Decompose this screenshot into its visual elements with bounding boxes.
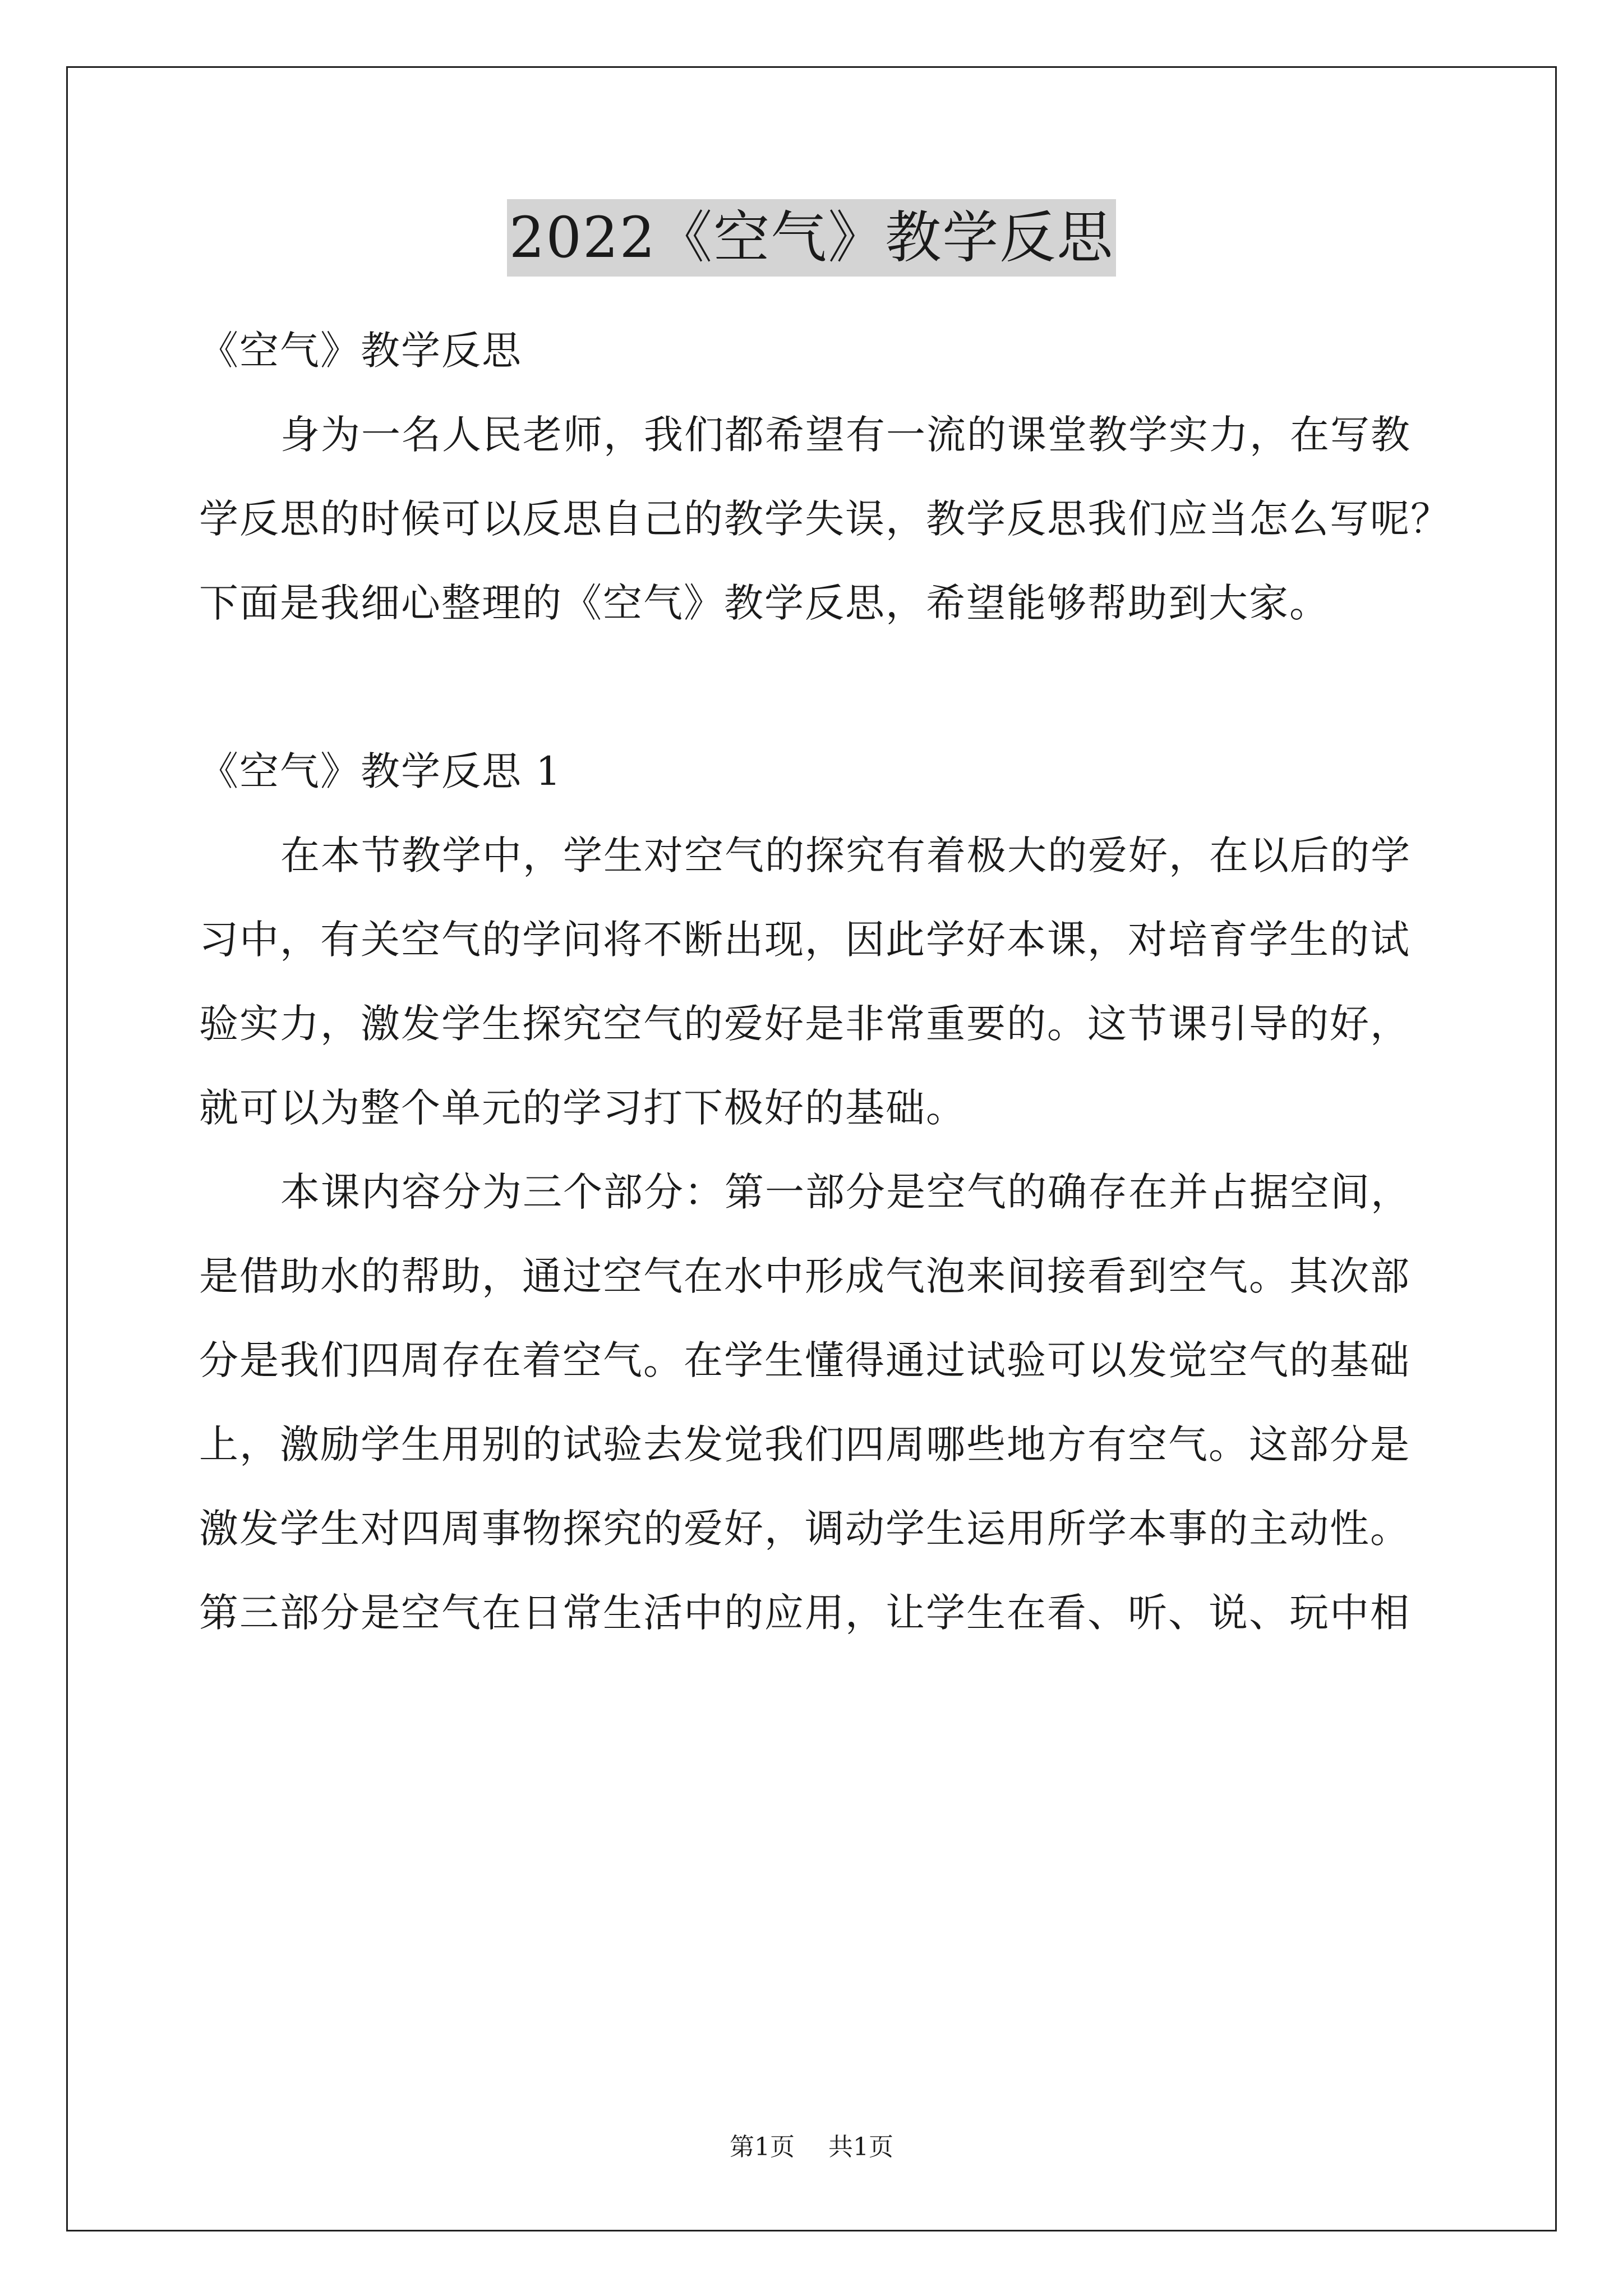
document-title: 2022《空气》教学反思 — [507, 199, 1117, 277]
paragraph-line: 验实力，激发学生探究空气的爱好是非常重要的。这节课引导的好， — [199, 1001, 1410, 1047]
section-heading: 《空气》教学反思 1 — [199, 748, 562, 794]
intro-line: 下面是我细心整理的《空气》教学反思，希望能够帮助到大家。 — [199, 580, 1330, 626]
paragraph-line: 在本节教学中，学生对空气的探究有着极大的爱好，在以后的学 — [280, 832, 1411, 878]
intro-heading: 《空气》教学反思 — [199, 328, 522, 374]
paragraph-line: 本课内容分为三个部分：第一部分是空气的确存在并占据空间， — [280, 1169, 1411, 1215]
paragraph-line: 激发学生对四周事物探究的爱好，调动学生运用所学本事的主动性。 — [199, 1506, 1410, 1552]
intro-line: 学反思的时候可以反思自己的教学失误，教学反思我们应当怎么写呢？ — [199, 496, 1451, 542]
paragraph-line: 是借助水的帮助，通过空气在水中形成气泡来间接看到空气。其次部 — [199, 1253, 1410, 1299]
page-total: 共1页 — [828, 2133, 893, 2161]
page-number: 第1页 — [730, 2133, 795, 2161]
intro-line: 身为一名人民老师，我们都希望有一流的课堂教学实力，在写教 — [280, 412, 1411, 458]
document-body — [199, 309, 1451, 1655]
page-footer — [0, 2131, 1623, 2164]
paragraph-line: 习中，有关空气的学问将不断出现，因此学好本课，对培育学生的试 — [199, 917, 1410, 963]
paragraph-line: 分是我们四周存在着空气。在学生懂得通过试验可以发觉空气的基础 — [199, 1337, 1410, 1383]
blank-line — [199, 645, 1433, 729]
title-container — [0, 199, 1623, 277]
paragraph-line: 上，激励学生用别的试验去发觉我们四周哪些地方有空气。这部分是 — [199, 1421, 1410, 1467]
paragraph-line: 就可以为整个单元的学习打下极好的基础。 — [199, 1085, 966, 1131]
paragraph-line: 第三部分是空气在日常生活中的应用，让学生在看、听、说、玩中相 — [199, 1590, 1410, 1636]
